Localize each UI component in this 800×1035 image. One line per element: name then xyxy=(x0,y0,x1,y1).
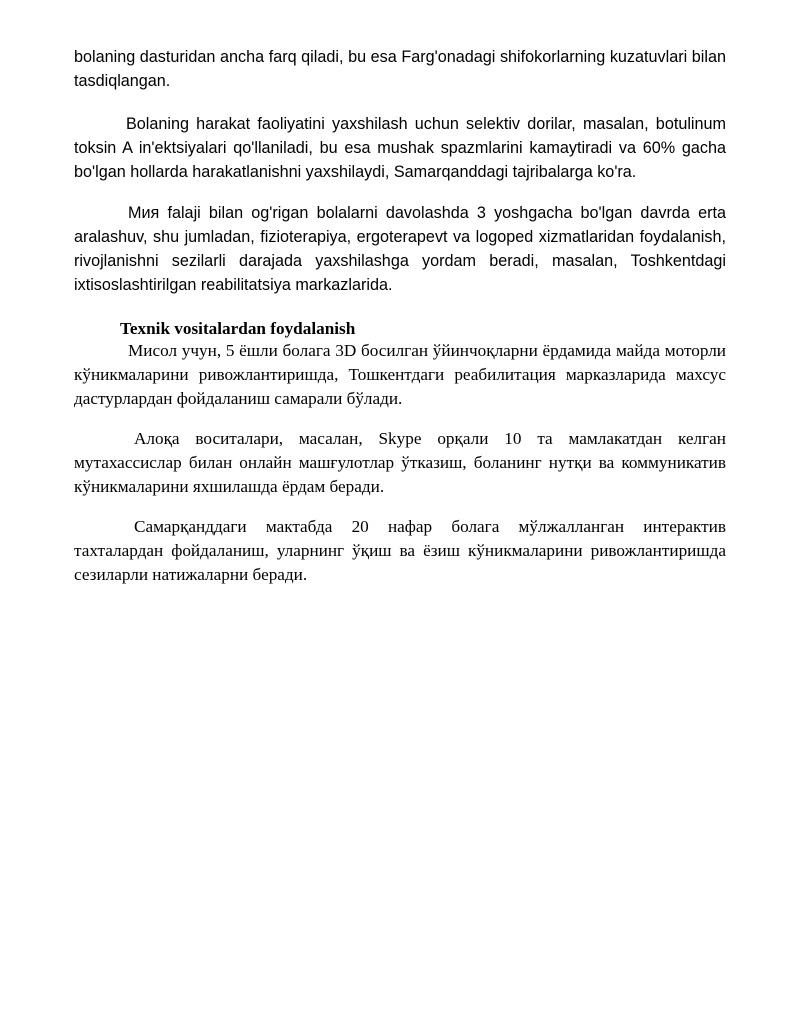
paragraph-skype: Алоқа воситалари, масалан, Skype орқали 10 та мамлакатдан келган мутахассислар билан онлайн машғулотлар ўтказиш, боланинг нутқи ва коммуникатив кўникмаларини яхшилашда ёрдам беради. xyxy=(74,429,726,496)
paragraph-3d-toys: Мисол учун, 5 ёшли болага 3D босилган ўйинчоқларни ёрдамида майда моторли кўникмаларини ривожлантиришда, Тошкентдаги реабилитация марказларида махсус дастурлардан фойдаланиш самарали бўлади. xyxy=(74,341,726,408)
paragraph-interactive-boards: Самарқанддаги мактабда 20 нафар болага мўлжалланган интерактив тахталардан фойдаланиш, уларнинг ўқиш ва ёзиш кўникмаларини ривожлантиришда сезиларли натижаларни беради. xyxy=(74,517,726,584)
paragraph-early-intervention: Мия falaji bilan og'rigan bolalarni davolashda 3 yoshgacha bo'lgan davrda erta aralashuv, shu jumladan, fizioterapiya, ergoterapevt va logoped xizmatlaridan foydalanish, rivojlanishni sezilarli darajada yaxshilashga yordam beradi, masalan, Toshkentdagi ixtisoslashtirilgan reabilitatsiya markazlarida. xyxy=(74,204,726,294)
paragraph-continuation: bolaning dasturidan ancha farq qiladi, bu esa Farg'onadagi shifokorlarning kuzatuvlari bilan tasdiqlangan. xyxy=(74,48,726,90)
paragraph-botulinum: Bolaning harakat faoliyatini yaxshilash uchun selektiv dorilar, masalan, botulinum toksin A in'ektsiyalari qo'llaniladi, bu esa mushak spazmlarini kamaytiradi va 60% gacha bo'lgan hollarda harakatlanishni yaxshilaydi, Samarqanddagi tajribalarga ko'ra. xyxy=(74,115,726,181)
section-heading: Texnik vositalardan foydalanish xyxy=(120,319,356,338)
